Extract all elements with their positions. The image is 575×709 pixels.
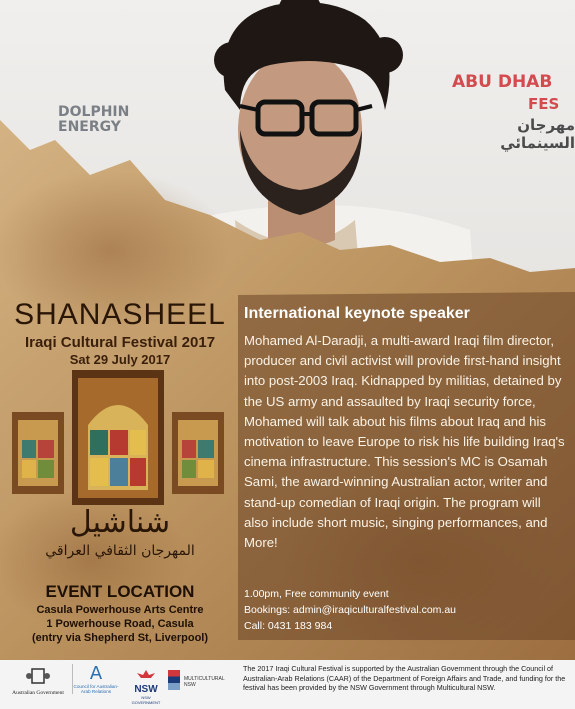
call-number[interactable]: Call: 0431 183 984 [244, 620, 333, 632]
location-line2: 1 Powerhouse Road, Casula [46, 618, 194, 630]
event-time: 1.00pm, Free community event [244, 588, 389, 600]
location-line1: Casula Powerhouse Arts Centre [36, 604, 204, 616]
waratah-icon [135, 669, 157, 681]
location-heading: EVENT LOCATION [45, 582, 195, 601]
window-center-illustration [72, 370, 164, 505]
australian-government-logo: Australian Government [12, 666, 64, 696]
keynote-body: Mohamed Al-Daradji, a multi-award Iraqi film director, producer and civil activist will provide first-hand insight into post-2003 Iraq. Kidnapped by militias, detained by the US army and assaulted by Iraqi security force, Mohamed will talk about his films about Iraq and his motivation to leave Europe to risk his life building Iraq's cinema infrastructure. This session's MC is Osamah Sami, the award-winning Australian actor, writer and stand-up comedian of Iraqi origin. The program will also include short music, singing performances, and More! [244, 333, 565, 551]
festival-arabic-subtitle: المهرجان الثقافي العراقي [45, 543, 195, 559]
coat-of-arms-icon [26, 666, 50, 686]
festival-subtitle: Iraqi Cultural Festival 2017 [24, 334, 216, 351]
sponsor-logo-left: DOLPHIN ENERGY [58, 104, 130, 135]
location-line3: (entry via Shepherd St, Liverpool) [31, 632, 209, 644]
festival-arabic-title: شناشيل [69, 505, 171, 540]
window-left-illustration [12, 412, 64, 494]
window-right-illustration [172, 412, 224, 494]
sponsor-logo-right: ABU DHAB [452, 72, 553, 92]
festival-date: Sat 29 July 2017 [69, 352, 171, 367]
nsw-government-logo: NSW NSW GOVERNMENT [128, 666, 164, 705]
multicultural-nsw-logo: MULTICULTURAL NSW [168, 670, 228, 690]
sponsor-logo-right-arabic: مهرجان السينمائي [500, 116, 575, 152]
bookings-email[interactable]: Bookings: admin@iraqiculturalfestival.com.au [244, 604, 457, 616]
festival-title: SHANASHEEL [14, 298, 226, 331]
funding-note: The 2017 Iraqi Cultural Festival is supported by the Australian Government through the Council of Australian-Arab Relations (CAAR) of the Department of Foreign Affairs and Trade, and funding for the festival has been provided by the NSW Government through Multicultural NSW. [243, 664, 566, 692]
caar-logo: A Council for Australian-Arab Relations [73, 663, 119, 694]
sponsor-logo-right-fes: FES [528, 95, 560, 113]
keynote-heading: International keynote speaker [244, 305, 470, 322]
sponsor-footer [0, 660, 575, 709]
